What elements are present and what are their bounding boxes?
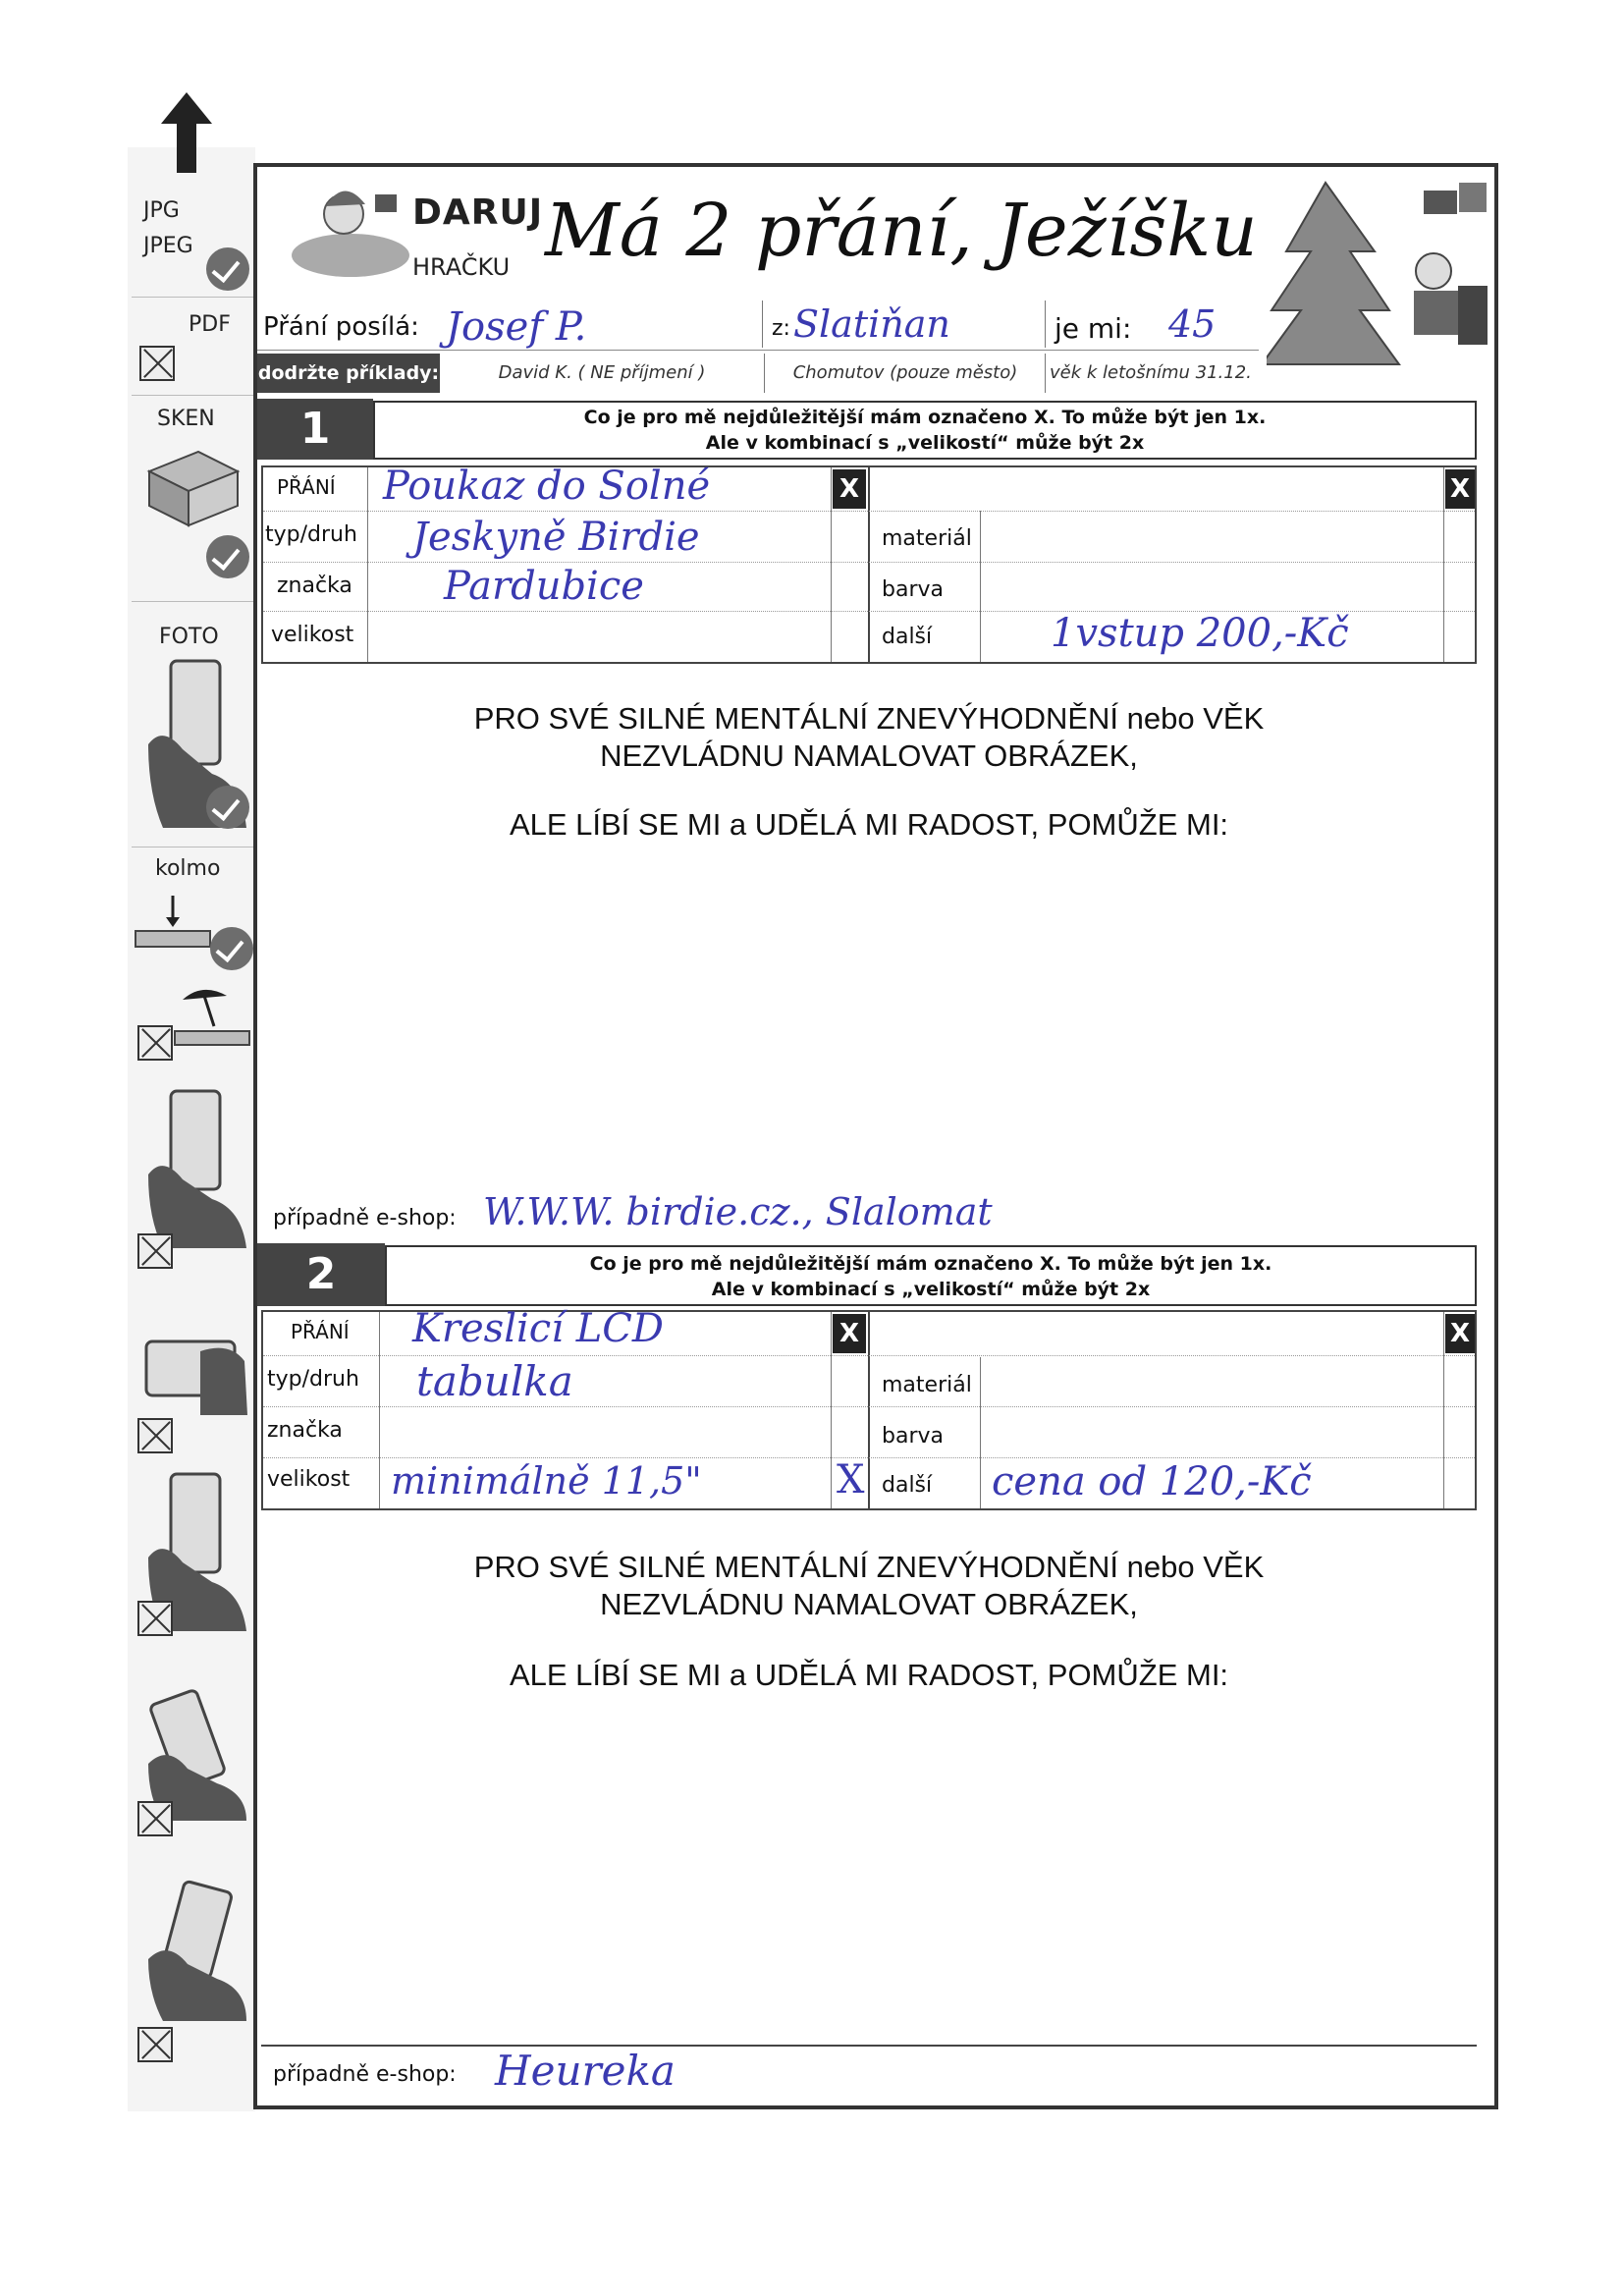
wish-1-znacka-value[interactable]: Pardubice — [444, 564, 644, 609]
wish-2-velikost-label: velikost — [267, 1467, 351, 1492]
wish-2-message-line3: ALE LÍBÍ SE MI a UDĚLÁ MI RADOST, POMŮŽE MI: — [509, 1658, 1229, 1692]
age-label: je mi: — [1055, 312, 1132, 345]
wish-1-x-mark-left[interactable]: X — [833, 469, 866, 509]
wish-1-message-line2: NEZVLÁDNU NAMALOVAT OBRÁZEK, — [600, 738, 1138, 773]
foto-checkmark-icon[interactable] — [206, 786, 249, 829]
wish-2-typ-value[interactable]: tabulka — [416, 1357, 573, 1405]
example-age: věk k letošnímu 31.12. — [1045, 354, 1285, 393]
from-label: z: — [772, 316, 790, 341]
wish-2-velikost-x[interactable]: X — [837, 1457, 865, 1503]
wish-2-znacka-label: značka — [267, 1418, 343, 1443]
jpg-label: JPG — [143, 198, 180, 223]
wish-1-velikost-label: velikost — [271, 623, 354, 647]
example-city: Chomutov (pouze město) — [764, 354, 1046, 393]
sken-label: SKEN — [157, 407, 215, 431]
from-value[interactable]: Slatiňan — [793, 302, 950, 346]
wish-2-note-line1: Co je pro mě nejdůležitější mám označeno X. To může být jen 1x. — [589, 1253, 1272, 1275]
logo-line1: DARUJ — [412, 192, 544, 233]
wish-2-message-line1: PRO SVÉ SILNÉ MENTÁLNÍ ZNEVÝHODNĚNÍ nebo VĚK — [473, 1550, 1265, 1584]
wish-2-eshop-value[interactable]: Heureka — [495, 2047, 676, 2095]
kolmo-label: kolmo — [155, 856, 221, 881]
wish-1-znacka-label: značka — [277, 574, 352, 598]
wish-2-typ-label: typ/druh — [267, 1367, 359, 1392]
pdf-x-box-icon[interactable] — [139, 346, 175, 381]
tilted2-x-box-icon[interactable] — [137, 2027, 173, 2062]
wish-2-prani-value[interactable]: Kreslicí LCD — [412, 1306, 664, 1351]
phone-tilted-icon-2 — [143, 1876, 251, 2023]
wish-1-number: 1 — [257, 399, 373, 460]
examples-label: dodržte příklady: — [257, 354, 440, 393]
wish-1-prani-label: PŘÁNÍ — [277, 475, 336, 499]
wish-1-prani-value[interactable]: Poukaz do Solné — [383, 464, 711, 509]
wish-2-prani-label: PŘÁNÍ — [291, 1320, 350, 1343]
wish-2-dalsi-value[interactable]: cena od 120,-Kč — [992, 1459, 1312, 1504]
wish-2-x-mark-left[interactable]: X — [833, 1314, 866, 1353]
wish-2-material-label: materiál — [882, 1373, 972, 1397]
sken-checkmark-icon[interactable] — [206, 535, 249, 578]
wish-1-eshop-label: případně e-shop: — [273, 1206, 457, 1230]
arrow-up-icon — [159, 90, 214, 175]
age-value[interactable]: 45 — [1168, 302, 1217, 346]
angled-photo-icon — [173, 982, 251, 1051]
angled-x-box-icon[interactable] — [137, 1025, 173, 1061]
wish-1-typ-value[interactable]: Jeskyně Birdie — [412, 515, 700, 560]
pdf-label: PDF — [189, 312, 231, 337]
tilted-x-box-icon[interactable] — [137, 1801, 173, 1836]
sender-label: Přání posílá: — [263, 312, 419, 342]
rotated-x-box-icon[interactable] — [137, 1233, 173, 1269]
hand-x-box-icon[interactable] — [137, 1601, 173, 1636]
wish-2-barva-label: barva — [882, 1424, 944, 1449]
jpeg-label: JPEG — [143, 234, 193, 258]
sender-value[interactable]: Josef P. — [446, 304, 587, 350]
wish-1-typ-label: typ/druh — [265, 522, 357, 547]
example-name: David K. ( NE příjmení ) — [498, 362, 706, 383]
jpg-checkmark-icon[interactable] — [206, 247, 249, 291]
scanner-icon — [139, 442, 242, 530]
wish-2-dalsi-label: další — [882, 1473, 933, 1498]
foto-label: FOTO — [159, 625, 219, 649]
wish-2-x-mark-right[interactable]: X — [1445, 1314, 1475, 1353]
kolmo-checkmark-icon[interactable] — [210, 927, 253, 970]
santa-icon — [287, 177, 414, 285]
wish-2-velikost-value[interactable]: minimálně 11,5" — [391, 1459, 702, 1503]
logo-line2: HRAČKU — [412, 253, 511, 281]
phone-landscape-icon — [141, 1332, 251, 1420]
wish-1-x-mark-right[interactable]: X — [1445, 469, 1475, 509]
kolmo-photo-icon — [134, 894, 212, 953]
wish-2-note-line2: Ale v kombinací s „velikostí“ může být 2x — [711, 1279, 1151, 1300]
page-title: Má 2 přání, Ježíšku — [545, 189, 1258, 273]
wish-2-eshop-label: případně e-shop: — [273, 2062, 457, 2087]
wish-1-material-label: materiál — [882, 526, 972, 551]
phone-hand-icon-2 — [143, 1086, 251, 1253]
wish-2-number: 2 — [257, 1243, 385, 1306]
wish-1-barva-label: barva — [882, 577, 944, 602]
wish-1-message-line3: ALE LÍBÍ SE MI a UDĚLÁ MI RADOST, POMŮŽE MI: — [509, 807, 1229, 842]
christmas-tree-icon — [1267, 173, 1492, 369]
wish-1-message-line1: PRO SVÉ SILNÉ MENTÁLNÍ ZNEVÝHODNĚNÍ nebo VĚK — [473, 701, 1265, 736]
wish-2-message-line2: NEZVLÁDNU NAMALOVAT OBRÁZEK, — [600, 1587, 1138, 1621]
wish-1-dalsi-label: další — [882, 625, 933, 649]
wish-1-dalsi-value[interactable]: 1vstup 200,-Kč — [1051, 611, 1349, 656]
landscape-x-box-icon[interactable] — [137, 1418, 173, 1453]
wish-1-note-line2: Ale v kombinací s „velikostí“ může být 2x — [705, 432, 1145, 454]
wish-1-note-line1: Co je pro mě nejdůležitější mám označeno X. To může být jen 1x. — [583, 407, 1267, 428]
wish-1-eshop-value[interactable]: W.W.W. birdie.cz., Slalomat — [483, 1190, 993, 1233]
